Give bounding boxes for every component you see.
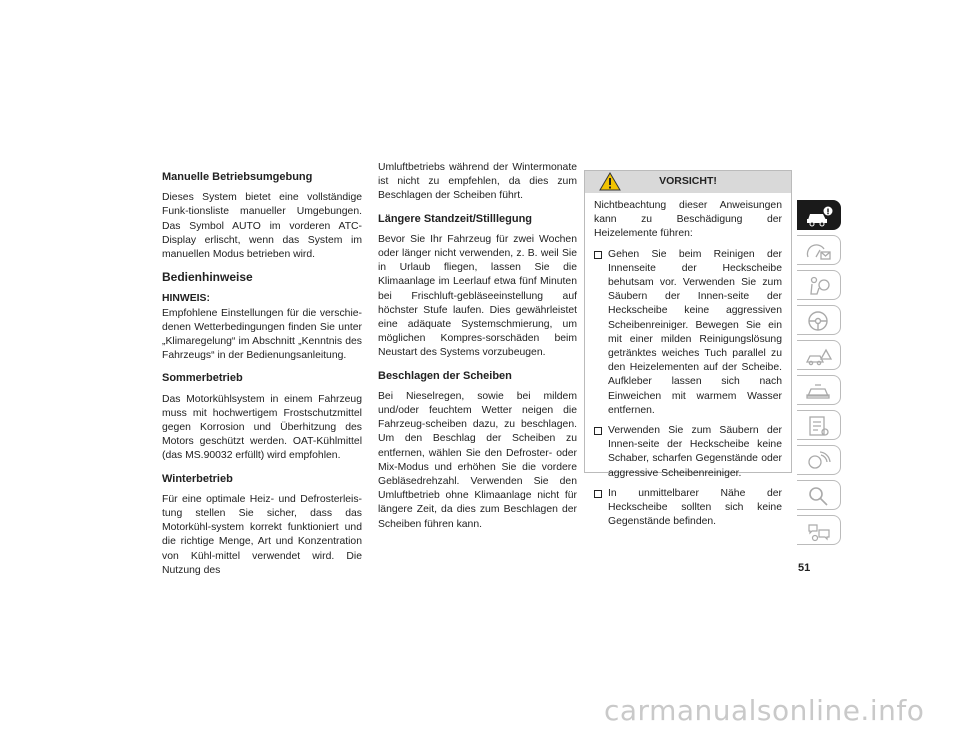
tab-airbag[interactable] <box>797 270 841 300</box>
dashboard-message-icon <box>805 239 833 263</box>
caution-title: VORSICHT! <box>659 175 717 187</box>
para-manual-mode: Dieses System bietet eine vollständige Funk-tionsliste manueller Umgebungen. Das Symbol AUTO im vorderen ATC-Display erlischt, wenn das System im manuellen Modus betrieben wird. <box>162 192 362 261</box>
heading-summer: Sommerbetrieb <box>162 372 243 385</box>
heading-operating-tips: Bedienhinweise <box>162 270 253 285</box>
caution-item <box>594 248 782 418</box>
tab-warning-road[interactable] <box>797 340 841 370</box>
caution-list <box>594 248 782 530</box>
heading-storage: Längere Standzeit/Stilllegung <box>378 212 533 225</box>
caution-item <box>594 424 782 481</box>
tab-dashboard[interactable] <box>797 235 841 265</box>
bullet-square-icon <box>594 251 602 259</box>
caution-item-text: Verwenden Sie zum Säubern der Innen-seite der Heckscheibe keine Schaber, scharfen Gegenstände oder aggressive Scheibenreiniger. <box>608 425 782 479</box>
warning-road-icon <box>805 344 833 368</box>
bullet-square-icon <box>594 427 602 435</box>
para-fogging: Bei Nieselregen, sowie bei mildem und/oder feuchtem Wetter neigen die Fahrzeug-scheiben dazu, zu beschlagen. Um den Beschlag der Scheiben zu entfernen, wählen Sie den Defroster- oder Mix-Modus und erhöhen Sie die vordere Gebläsedrehzahl. Verwenden Sie den Umluftbetrieb ohne Klimaanlage nicht für längere Zeit, da dies zum Beschlagen der Scheiben führen kann. <box>378 390 577 530</box>
heading-winter: Winterbetrieb <box>162 472 233 485</box>
caution-item-text: In unmittelbarer Nähe der Heckscheibe sollten sich keine Gegenstände befinden. <box>608 487 782 528</box>
page-number: 51 <box>798 562 811 574</box>
para-winter: Für eine optimale Heiz- und Defrosterleis-tung stellen Sie sicher, dass das Motorkühl-system korrekt funktioniert und die richtige Menge, Art und Konzentration von Kühl-mittel verwendet wird. Die Nutzung des <box>162 493 362 576</box>
caution-intro: Nichtbeachtung dieser Anweisungen kann zu Beschädigung der Heizelemente führen: <box>594 200 782 240</box>
caution-box <box>584 170 792 528</box>
steering-wheel-icon <box>805 309 833 333</box>
airbag-icon <box>805 274 833 298</box>
service-checklist-icon <box>805 414 833 438</box>
tab-language[interactable] <box>797 515 841 545</box>
para-summer: Das Motorkühlsystem in einem Fahrzeug muss mit hochwertigem Frostschutzmittel gegen Korrosion und Überhitzung des Motors geschützt werden. OAT-Kühlmittel (das MS.90032 erfüllt) wird empfohlen. <box>162 393 362 462</box>
tab-index[interactable] <box>797 480 841 510</box>
bullet-square-icon <box>594 490 602 498</box>
left-column <box>162 170 362 586</box>
para-storage: Bevor Sie Ihr Fahrzeug für zwei Wochen oder länger nicht verwenden, z. B. weil Sie in Urlaub fliegen, lassen Sie die Klimaanlage im Leerlauf etwa fünf Minuten bei Frischluft-gebläseeinstellung auf höchster Stufe laufen. Dies gewährleistet eine adäquate Systemschmierung, um möglichen Kompres-sorschäden beim Neustart des Systems vorzubeugen. <box>378 233 577 359</box>
note-block <box>162 292 362 363</box>
multimedia-icon <box>805 449 833 473</box>
heading-manual-mode: Manuelle Betriebsumgebung <box>162 171 313 183</box>
note-text: Empfohlene Einstellungen für die verschie-denen Wetterbedingungen finden Sie unter „Klimaregelung“ im Abschnitt „Kenntnis des Fahrzeugs“ in der Bedienungsanleitung. <box>162 307 362 362</box>
tab-car-info[interactable] <box>797 200 841 230</box>
para-winter-cont: Umluftbetriebs während der Wintermonate ist nicht zu empfehlen, da dies zum Beschlagen der Scheiben führt. <box>378 162 577 202</box>
tab-service[interactable] <box>797 410 841 440</box>
tab-emergency[interactable] <box>797 375 841 405</box>
middle-column <box>378 161 577 540</box>
caution-body <box>585 193 791 529</box>
caution-item <box>594 487 782 530</box>
index-search-icon <box>805 484 833 508</box>
note-label: HINWEIS: <box>162 293 210 305</box>
tab-multimedia[interactable] <box>797 445 841 475</box>
language-icon <box>805 519 833 543</box>
watermark-text[interactable]: carmanualsonline.info <box>604 694 925 727</box>
car-info-icon <box>805 204 833 228</box>
caution-header <box>585 171 791 193</box>
tab-steering[interactable] <box>797 305 841 335</box>
heading-fogging: Beschlagen der Scheiben <box>378 369 512 382</box>
emergency-car-icon <box>805 379 833 403</box>
caution-item-text: Gehen Sie beim Reinigen der Innenseite der Heckscheibe behutsam vor. Verwenden Sie zum Säubern der Innen-seite der Heckscheibe keine aggressiven Scheibenreiniger. Bewegen Sie ein mit einer milden Reinigungslösung getränktes weiches Tuch parallel zu den Heizelementen auf der Scheibe. Aufkleber lassen sich nach Einweichen mit warmem Wasser entfernen. <box>608 248 782 416</box>
